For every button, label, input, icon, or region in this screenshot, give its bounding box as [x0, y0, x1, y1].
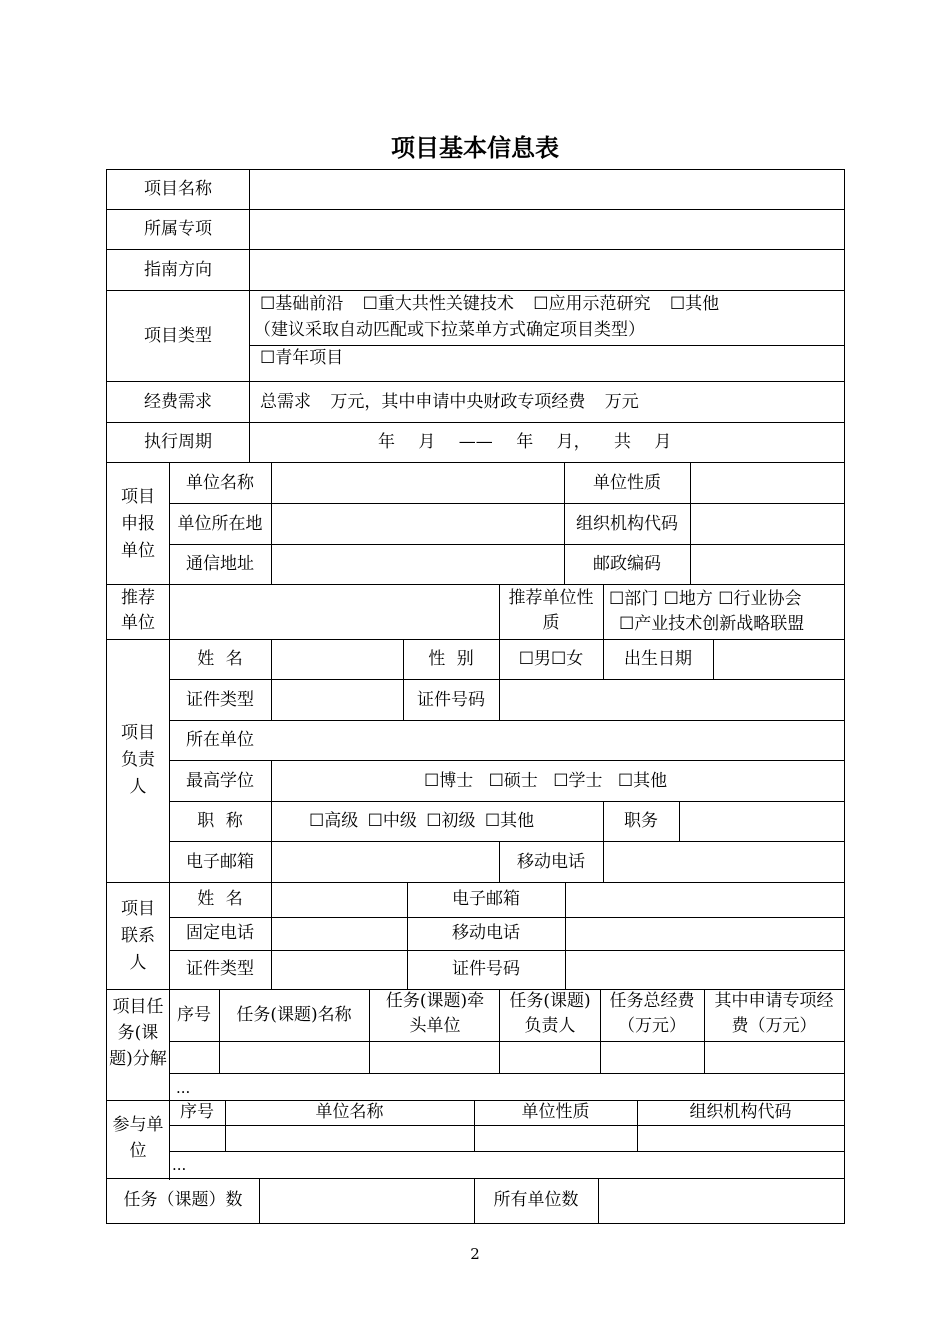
title-label: 职 称: [197, 811, 243, 831]
leader-name-label: 姓 名: [197, 649, 243, 669]
tasks-ellipsis: ...: [176, 1079, 191, 1097]
leader-id-number-label: 证件号码: [417, 690, 485, 710]
funding-text: 总需求 万元，其中申请中央财政专项经费 万元: [260, 392, 639, 412]
applicant-group-label: 项目申报单位: [121, 487, 155, 561]
recommender-nature-label: 推荐单位性质: [508, 588, 594, 633]
participant-header-name: 单位名称: [315, 1102, 384, 1122]
task-header-lead-unit: 任务(课题)牵头单位: [385, 991, 485, 1036]
leader-unit-label: 所在单位: [186, 730, 254, 750]
leader-gender-label: 性 别: [428, 649, 474, 669]
tasks-group-label: 项目任务(课题)分解: [109, 997, 167, 1069]
funding-label: 经费需求: [144, 392, 212, 412]
period-text: 年 月 —— 年 月， 共 月: [378, 432, 672, 452]
contact-name-label: 姓 名: [197, 889, 243, 909]
participant-header-nature: 单位性质: [521, 1102, 590, 1122]
task-count-field[interactable]: [261, 1180, 472, 1222]
unit-nature-label: 单位性质: [593, 473, 661, 493]
unit-location-label: 单位所在地: [177, 514, 263, 534]
leader-group-label: 项目负责人: [121, 723, 155, 797]
task-header-total-funds: 任务总经费（万元）: [609, 991, 695, 1036]
task-header-index: 序号: [177, 1005, 211, 1025]
contact-group-label: 项目联系人: [121, 899, 155, 973]
gender-options[interactable]: ☐男☐女: [518, 649, 584, 669]
project-name-label: 项目名称: [144, 179, 212, 199]
participant-header-org-code: 组织机构代码: [689, 1102, 792, 1122]
birth-label: 出生日期: [624, 649, 692, 669]
postcode-label: 邮政编码: [593, 554, 661, 574]
title-options[interactable]: ☐高级 ☐中级 ☐初级 ☐其他: [309, 811, 535, 831]
leader-email-label: 电子邮箱: [186, 852, 254, 872]
address-label: 通信地址: [186, 554, 254, 574]
unit-count-field[interactable]: [600, 1180, 842, 1222]
degree-options[interactable]: ☐博士 ☐硕士 ☐学士 ☐其他: [424, 771, 668, 791]
leader-id-type-label: 证件类型: [186, 690, 254, 710]
position-label: 职务: [624, 811, 658, 831]
org-code-label: 组织机构代码: [576, 514, 678, 534]
type-options[interactable]: ☐基础前沿 ☐重大共性关键技术 ☐应用示范研究 ☐其他: [260, 294, 720, 314]
participant-header-index: 序号: [180, 1102, 214, 1122]
task-count-label: 任务（课题）数: [123, 1190, 243, 1210]
contact-mobile-label: 移动电话: [452, 923, 520, 943]
contact-id-type-label: 证件类型: [186, 959, 254, 979]
degree-label: 最高学位: [186, 771, 254, 791]
contact-phone-label: 固定电话: [186, 923, 254, 943]
guide-label: 指南方向: [144, 260, 212, 280]
participants-group-label: 参与单位: [112, 1115, 164, 1161]
special-label: 所属专项: [144, 219, 212, 239]
leader-mobile-label: 移动电话: [517, 852, 585, 872]
guide-field[interactable]: [251, 251, 842, 288]
unit-count-label: 所有单位数: [493, 1190, 579, 1210]
participants-ellipsis: ...: [172, 1156, 187, 1174]
page-title: 项目基本信息表: [391, 134, 559, 162]
project-name-field[interactable]: [251, 172, 842, 208]
contact-email-label: 电子邮箱: [452, 889, 520, 909]
task-header-special-funds: 其中申请专项经费（万元）: [714, 991, 834, 1036]
contact-id-number-label: 证件号码: [452, 959, 520, 979]
youth-project-option[interactable]: ☐青年项目: [260, 348, 344, 368]
type-label: 项目类型: [144, 326, 212, 346]
type-note: （建议采取自动匹配或下拉菜单方式确定项目类型）: [254, 320, 645, 340]
task-header-name: 任务(课题)名称: [236, 1005, 352, 1025]
unit-name-label: 单位名称: [186, 473, 254, 493]
special-field[interactable]: [251, 211, 842, 247]
task-header-leader: 任务(课题)负责人: [509, 991, 591, 1036]
recommender-group-label: 推荐单位: [121, 588, 155, 633]
page-number: 2: [470, 1245, 480, 1263]
recommender-options-1[interactable]: ☐部门 ☐地方 ☐行业协会: [609, 589, 802, 609]
recommender-options-2[interactable]: ☐产业技术创新战略联盟: [619, 614, 805, 634]
period-label: 执行周期: [144, 432, 212, 452]
